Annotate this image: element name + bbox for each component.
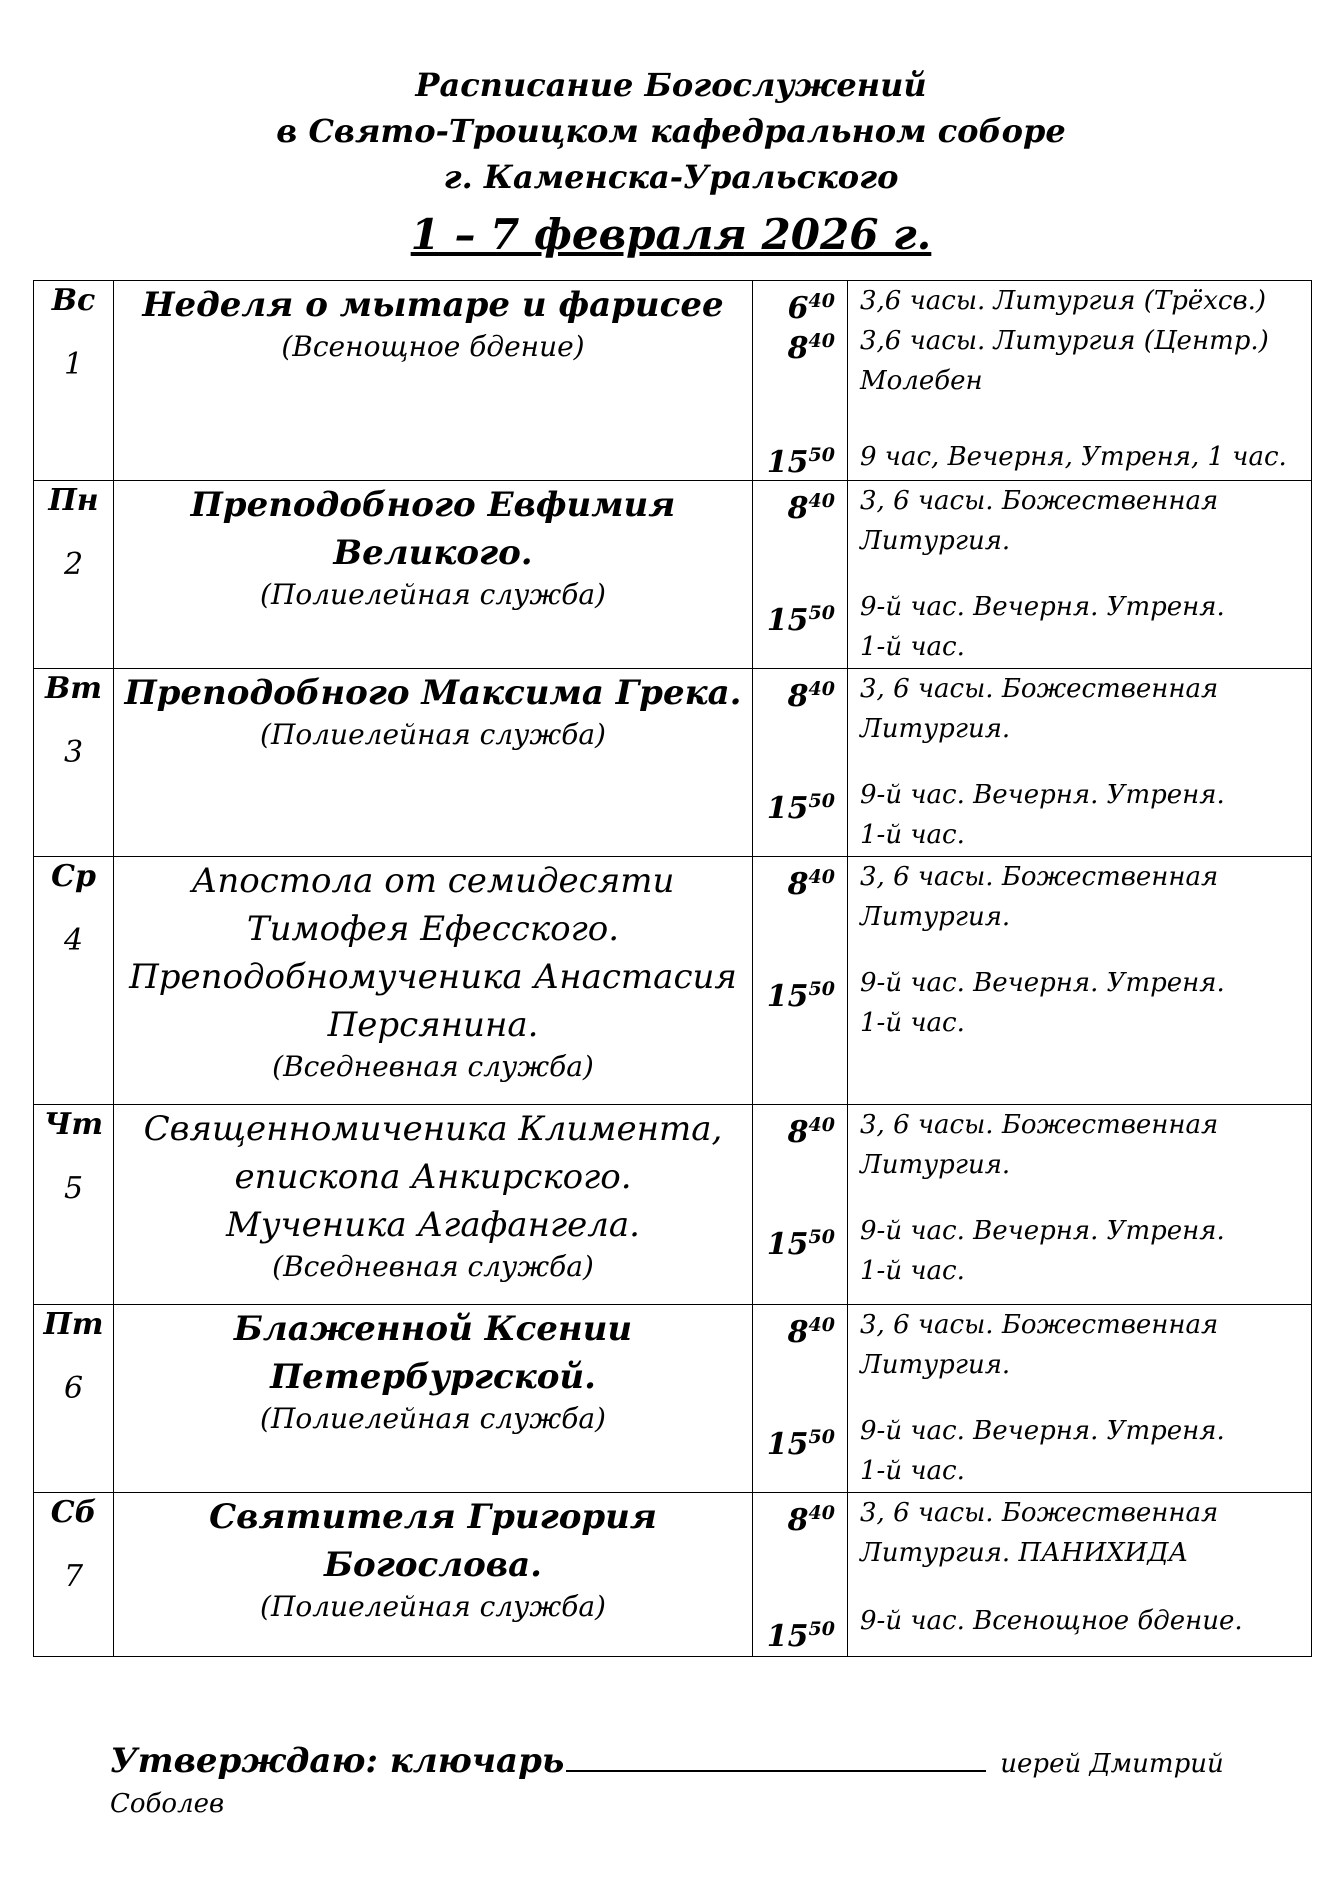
service-time: $6^{40}$ — [787, 290, 835, 326]
service-type: (Вседневная служба) — [272, 1250, 594, 1283]
service-desc: Литургия. — [860, 1150, 1011, 1180]
service-type: (Полиелейная служба) — [260, 578, 606, 611]
service-desc: 3,6 часы. Литургия (Центр.) — [860, 326, 1269, 356]
day-cell — [34, 669, 114, 857]
service-type: (Полиелейная служба) — [260, 1402, 606, 1435]
weekday: Пн — [48, 483, 99, 518]
service-time: $8^{40}$ — [787, 1314, 835, 1350]
schedule-row — [34, 1493, 1312, 1657]
times-cell — [753, 857, 848, 1105]
service-desc: 3, 6 часы. Божественная — [860, 486, 1219, 516]
service-desc: 9-й час. Вечерня. Утреня. — [860, 592, 1225, 622]
approval-footer — [110, 1740, 1342, 1821]
weekday: Вс — [51, 283, 96, 318]
service-desc: Литургия. — [860, 1350, 1011, 1380]
day-number: 1 — [63, 347, 84, 382]
title-line-1: Расписание Богослужений — [415, 66, 927, 104]
schedule-table — [33, 280, 1312, 1657]
feast-cell — [114, 669, 753, 857]
feast-title: Апостола от семидесяти — [191, 861, 675, 901]
service-time: $15^{50}$ — [766, 978, 835, 1014]
service-desc: Литургия. — [860, 526, 1011, 556]
service-time: $15^{50}$ — [766, 444, 835, 480]
weekday: Сб — [50, 1495, 97, 1530]
service-time: $8^{40}$ — [787, 1114, 835, 1150]
day-cell — [34, 281, 114, 481]
schedule-row — [34, 1105, 1312, 1305]
day-number: 5 — [63, 1171, 84, 1206]
service-type: (Полиелейная служба) — [260, 1590, 606, 1623]
service-desc: 9-й час. Вечерня. Утреня. — [860, 1416, 1225, 1446]
day-number: 7 — [63, 1559, 84, 1594]
weekday: Вт — [44, 671, 103, 706]
service-time: $15^{50}$ — [766, 1226, 835, 1262]
feast-title: Священномиченика Климента, — [143, 1109, 723, 1149]
day-number: 2 — [63, 547, 84, 582]
service-time: $8^{40}$ — [787, 330, 835, 366]
signature-line — [566, 1740, 986, 1772]
service-desc: Литургия. ПАНИХИДА — [860, 1538, 1189, 1568]
description-cell — [848, 1105, 1312, 1305]
service-time: $8^{40}$ — [787, 866, 835, 902]
day-cell — [34, 1105, 114, 1305]
times-cell — [753, 281, 848, 481]
service-time: $8^{40}$ — [787, 490, 835, 526]
service-desc: Литургия. — [860, 714, 1011, 744]
service-type: (Полиелейная служба) — [260, 718, 606, 751]
service-time: $15^{50}$ — [766, 602, 835, 638]
service-desc: Литургия. — [860, 902, 1011, 932]
feast-cell — [114, 1305, 753, 1493]
feast-title: Тимофея Ефесского. — [246, 909, 620, 949]
description-cell — [848, 669, 1312, 857]
approval-label: Утверждаю: ключарь — [110, 1741, 565, 1781]
date-range: 1 – 7 февраля 2026 г. — [410, 210, 932, 259]
service-time: $8^{40}$ — [787, 1502, 835, 1538]
day-number: 4 — [63, 923, 84, 958]
day-number: 3 — [63, 735, 84, 770]
feast-title: Блаженной Ксении Петербургской. — [233, 1309, 633, 1397]
times-cell — [753, 1105, 848, 1305]
feast-title: епископа Анкирского. — [234, 1157, 632, 1197]
feast-cell — [114, 481, 753, 669]
service-desc: 3, 6 часы. Божественная — [860, 1110, 1219, 1140]
service-desc: 9 час, Вечерня, Утреня, 1 час. — [860, 442, 1287, 472]
service-type: (Всенощное бдение) — [281, 330, 585, 363]
weekday: Чт — [43, 1107, 104, 1142]
feast-title: Святителя Григория Богослова. — [209, 1497, 657, 1585]
service-desc: 1-й час. — [860, 820, 965, 850]
service-desc: 3,6 часы. Литургия (Трёхсв.) — [860, 286, 1267, 316]
service-desc: 3, 6 часы. Божественная — [860, 1498, 1219, 1528]
feast-title: Преподобного Максима Грека. — [124, 673, 742, 713]
times-cell — [753, 1493, 848, 1657]
weekday: Пт — [43, 1307, 104, 1342]
title-line-2: в Свято-Троицком кафедральном соборе — [276, 112, 1066, 150]
service-type: (Вседневная служба) — [272, 1050, 594, 1083]
description-cell — [848, 481, 1312, 669]
description-cell — [848, 281, 1312, 481]
service-time: $15^{50}$ — [766, 1618, 835, 1654]
day-number: 6 — [63, 1371, 84, 1406]
schedule-row — [34, 1305, 1312, 1493]
service-desc: 9-й час. Всенощное бдение. — [860, 1606, 1243, 1636]
priest-name: иерей Дмитрий Соболев — [110, 1749, 1224, 1819]
description-cell — [848, 1305, 1312, 1493]
schedule-row — [34, 857, 1312, 1105]
day-cell — [34, 1305, 114, 1493]
service-desc: 3, 6 часы. Божественная — [860, 674, 1219, 704]
service-desc: 1-й час. — [860, 632, 965, 662]
times-cell — [753, 669, 848, 857]
service-desc: 1-й час. — [860, 1008, 965, 1038]
feast-cell — [114, 1493, 753, 1657]
feast-title: Преподобномученика Анастасия — [129, 957, 737, 997]
feast-title: Персянина. — [327, 1005, 539, 1045]
service-desc: 3, 6 часы. Божественная — [860, 862, 1219, 892]
feast-cell — [114, 281, 753, 481]
times-cell — [753, 481, 848, 669]
feast-title: Преподобного Евфимия Великого. — [190, 485, 676, 573]
description-cell — [848, 1493, 1312, 1657]
feast-cell — [114, 1105, 753, 1305]
service-time: $15^{50}$ — [766, 790, 835, 826]
description-cell — [848, 857, 1312, 1105]
schedule-row — [34, 481, 1312, 669]
weekday: Ср — [51, 859, 96, 894]
feast-cell — [114, 857, 753, 1105]
feast-title: Мученика Агафангела. — [226, 1205, 640, 1245]
schedule-row — [34, 281, 1312, 481]
schedule-row — [34, 669, 1312, 857]
service-desc: 3, 6 часы. Божественная — [860, 1310, 1219, 1340]
times-cell — [753, 1305, 848, 1493]
service-desc: 9-й час. Вечерня. Утреня. — [860, 968, 1225, 998]
feast-title: Неделя о мытаре и фарисее — [142, 285, 724, 325]
day-cell — [34, 481, 114, 669]
day-cell — [34, 857, 114, 1105]
service-time: $15^{50}$ — [766, 1426, 835, 1462]
service-desc: Молебен — [860, 366, 983, 396]
title-line-3: г. Каменска-Уральского — [443, 158, 899, 196]
service-time: $8^{40}$ — [787, 678, 835, 714]
service-desc: 9-й час. Вечерня. Утреня. — [860, 780, 1225, 810]
service-desc: 9-й час. Вечерня. Утреня. — [860, 1216, 1225, 1246]
document-header — [0, 62, 1342, 264]
day-cell — [34, 1493, 114, 1657]
service-desc: 1-й час. — [860, 1256, 965, 1286]
service-desc: 1-й час. — [860, 1456, 965, 1486]
